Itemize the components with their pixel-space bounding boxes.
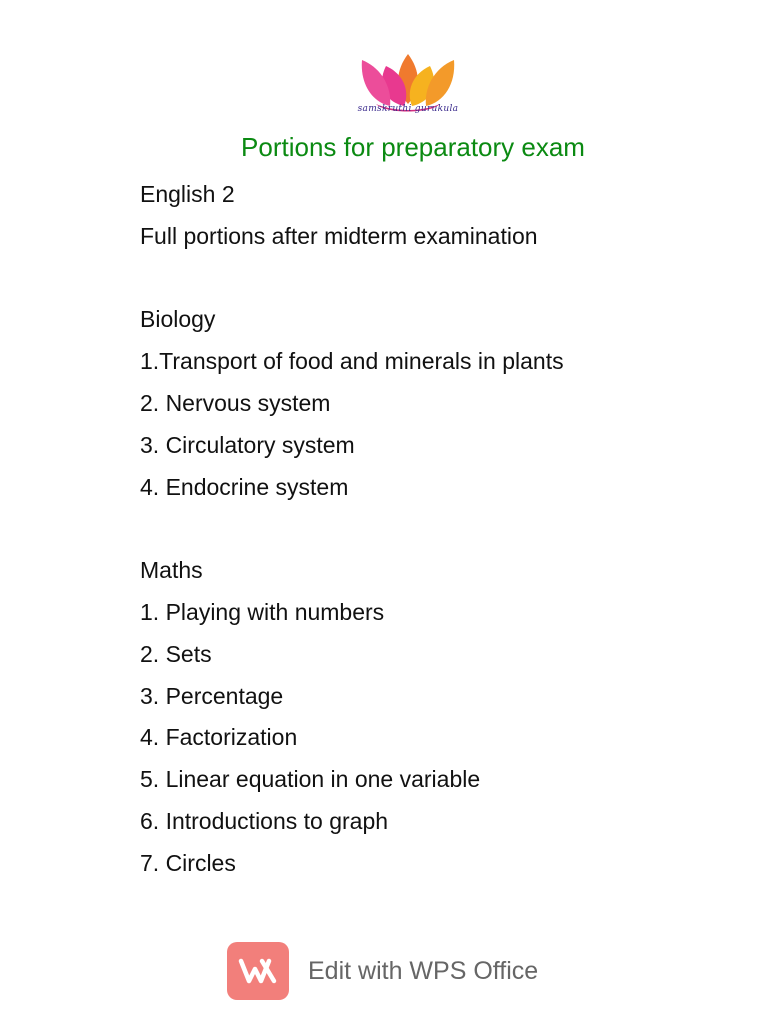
- wps-office-icon: [227, 942, 289, 1000]
- section-heading-biology: Biology: [140, 306, 216, 333]
- list-item: 7. Circles: [140, 849, 236, 876]
- portions-list: [140, 174, 740, 885]
- section-spacer: [140, 258, 740, 300]
- list-item: 2. Nervous system: [140, 389, 331, 416]
- edit-with-wps-button[interactable]: [227, 942, 538, 1000]
- section-heading-maths: Maths: [140, 557, 203, 584]
- section-heading-english: English 2: [140, 181, 235, 207]
- list-item: Full portions after midterm examination: [140, 222, 538, 249]
- list-item: 1. Playing with numbers: [140, 598, 385, 625]
- list-item: 4. Endocrine system: [140, 473, 349, 500]
- list-item: 3. Percentage: [140, 682, 284, 709]
- list-item: 2. Sets: [140, 640, 212, 667]
- page-title: Portions for preparatory exam: [241, 132, 585, 162]
- logo-caption: samskruthi gurukula: [357, 104, 459, 114]
- list-item: 5. Linear equation in one variable: [140, 766, 481, 793]
- list-item: 4. Factorization: [140, 724, 298, 751]
- list-item: 6. Introductions to graph: [140, 807, 389, 834]
- wps-label: Edit with WPS Office: [308, 956, 539, 985]
- list-item: 1.Transport of food and minerals in plants: [140, 348, 564, 375]
- section-spacer: [140, 508, 740, 550]
- list-item: 3. Circulatory system: [140, 431, 355, 458]
